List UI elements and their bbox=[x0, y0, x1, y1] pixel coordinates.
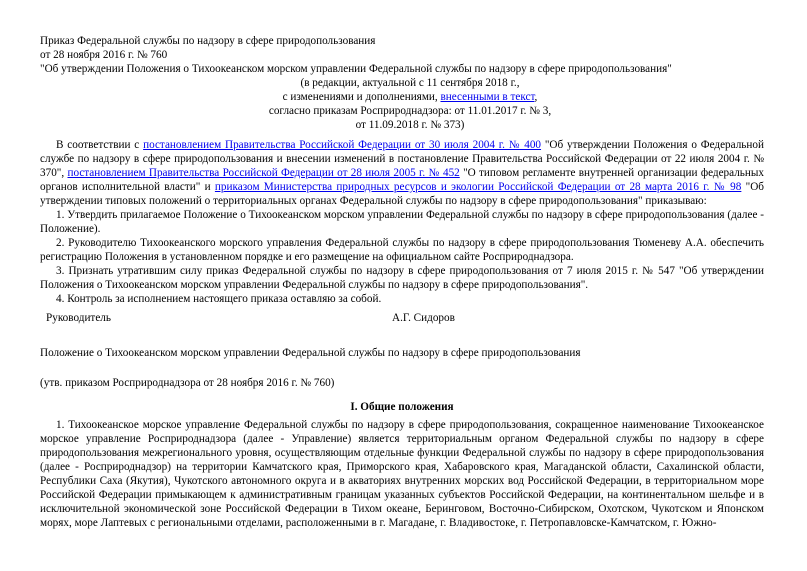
ministry-order-98-link[interactable]: приказом Министерства природных ресурсов и экологии Российской Федерации от 28 марта 2016 г. № 98 bbox=[214, 181, 742, 193]
preamble-text-2: "Об утверждении Положения о Федеральной службе по надзору в сфере природопользования и внесении изменений в постановление Правительства Российской Федерации от 22 июля 2004 г. № 370", bbox=[40, 139, 764, 179]
order-title: Приказ Федеральной службы по надзору в сфере природопользования bbox=[40, 35, 376, 47]
order-item-2: 2. Руководителю Тихоокеанского морского управления Федеральной службы по надзору в сфере природопользования Тюменеву А.А. обеспечить регистрацию Положения в установленном порядке и его размещение на официальном сайте Росприроднадзора. bbox=[40, 237, 764, 263]
section-heading: I. Общие положения bbox=[350, 401, 454, 413]
amendments-text: с изменениями и дополнениями, bbox=[282, 91, 441, 103]
document-header bbox=[40, 34, 780, 132]
preamble-text-3: "О типовом регламенте внутренней организации федеральных органов исполнительной власти" и bbox=[40, 167, 764, 193]
amendments-note bbox=[40, 90, 780, 104]
appendix-title: Положение о Тихоокеанском морском управлении Федеральной службы по надзору в сфере природопользования bbox=[40, 347, 581, 359]
appendix-approval-note: (утв. приказом Росприроднадзора от 28 ноября 2016 г. № 760) bbox=[40, 377, 335, 389]
signatory-role: Руководитель bbox=[46, 312, 111, 324]
order-item-4: 4. Контроль за исполнением настоящего приказа оставляю за собой. bbox=[56, 293, 382, 305]
order-body bbox=[40, 138, 764, 306]
preamble-text-4: "Об утверждении типовых положений о территориальных органах Федеральной службы по надзору в сфере природопользования" приказываю: bbox=[40, 181, 765, 207]
amendments-link[interactable]: внесенными в текст bbox=[440, 91, 535, 103]
order-item-3: 3. Признать утратившим силу приказ Федеральной службы по надзору в сфере природопользования от 7 июля 2015 г. № 547 "Об утверждении Положения о Тихоокеанском морском управлении Федеральной службы по надзору в сфере природопользования". bbox=[40, 265, 764, 291]
edition-note: (в редакции, актуальной с 11 сентября 2018 г., bbox=[300, 77, 520, 89]
resolution-452-link[interactable]: постановлением Правительства Российской Федерации от 28 июля 2005 г. № 452 bbox=[67, 167, 460, 179]
section-paragraph-1: 1. Тихоокеанское морское управление Федеральной службы по надзору в сфере природопользования, сокращенное наименование Тихоокеанское морское управление Росприроднадзора (далее - Управление) является территориальным органом Федеральной службы по надзору в сфере природопользования межрегионального уровня, осуществляющим отдельные функции Федеральной службы по надзору в сфере природопользования (далее - Росприроднадзор) на территории Камчатского края, Приморского края, Хабаровского края, Магаданской области, Сахалинской области, Республики Саха (Якутия), Чукотского автономного округа и в акваториях внутренних морских вод Российской Федерации, в территориальном море Российской Федерации примыкающем к административным границам указанных субъектов Российской Федерации, на континентальном шельфе и в исключительной экономической зоне Российской Федерации в Тихом океане, Беринговом, Восточно-Сибирском, Охотском, Чукотском и Японском морях, море Лаптевых с региональными отделами, расположенными в г. Магадане, г. Владивостоке, г. Петропавловске-Камчатском, г. Южно- bbox=[40, 419, 764, 529]
amending-orders-line1: согласно приказам Росприроднадзора: от 11.01.2017 г. № 3, bbox=[268, 105, 552, 117]
order-item-1: 1. Утвердить прилагаемое Положение о Тихоокеанском морском управлении Федеральной службы по надзору в сфере природопользования (далее - Положение). bbox=[40, 209, 764, 235]
preamble-text-1: В соответствии с bbox=[56, 139, 144, 151]
resolution-400-link[interactable]: постановлением Правительства Российской Федерации от 30 июля 2004 г. № 400 bbox=[143, 139, 542, 151]
order-subject: "Об утверждении Положения о Тихоокеанском морском управлении Федеральной службы по надзору в сфере природопользования" bbox=[40, 63, 672, 75]
preamble-paragraph bbox=[40, 138, 764, 208]
amendments-comma: , bbox=[534, 91, 538, 103]
order-date: от 28 ноября 2016 г. № 760 bbox=[40, 49, 168, 61]
amending-orders-line2: от 11.09.2018 г. № 373) bbox=[355, 119, 465, 131]
section-body bbox=[40, 418, 764, 530]
signatory-name: А.Г. Сидоров bbox=[392, 312, 455, 324]
signature-block bbox=[40, 311, 764, 325]
